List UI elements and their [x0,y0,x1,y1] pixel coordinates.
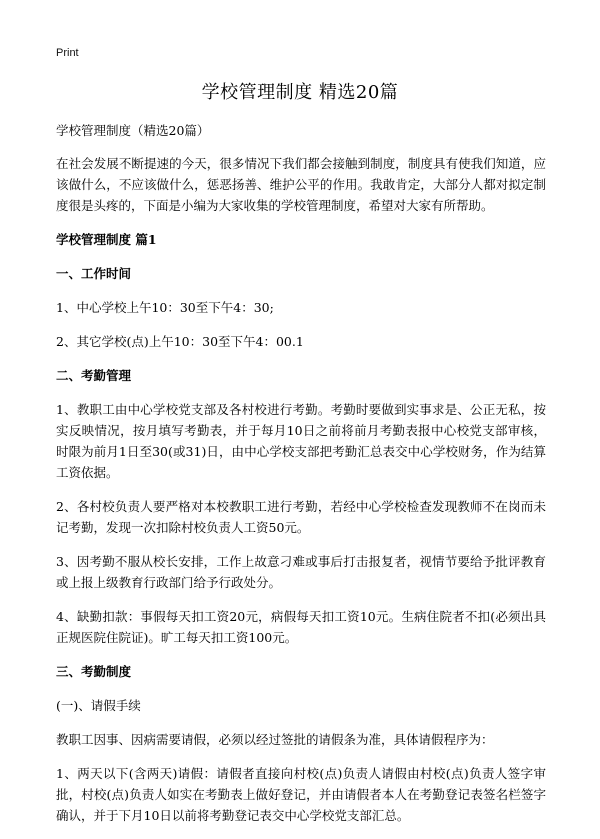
paragraph-leave-procedure-1: 1、两天以下(含两天)请假：请假者直接向村校(点)负责人请假由村校(点)负责人签字审批，村校(点)负责人如实在考勤表上做好登记，并由请假者本人在考勤登记表签名栏签字确认，并于下月10日以前将考勤登记表交中心学校党支部汇总。 [56,766,546,823]
paragraph-work-time-1: 1、中心学校上午10：30至下午4：30; [56,300,274,315]
paragraph-attendance-4: 4、缺勤扣款：事假每天扣工资20元，病假每天扣工资10元。生病住院者不扣(必须出具正规医院住院证)。旷工每天扣工资100元。 [56,609,546,645]
paragraph-attendance-3: 3、因考勤不服从校长安排，工作上故意刁难或事后打击报复者，视情节要给予批评教育或上报上级教育行政部门给予行政处分。 [56,554,546,590]
paragraph-work-time-2: 2、其它学校(点)上午10：30至下午4：00.1 [56,334,304,349]
document-subtitle: 学校管理制度（精选20篇） [56,123,210,138]
paragraph-attendance-2: 2、各村校负责人要严格对本校教职工进行考勤，若经中心学校检查发现教师不在岗而未记考勤，发现一次扣除村校负责人工资50元。 [56,499,546,535]
document-title: 学校管理制度 精选20篇 [201,82,399,103]
paragraph-leave-procedure-title: (一)、请假手续 [56,698,141,713]
document-body [56,120,546,839]
paragraph-leave-procedure-intro: 教职工因事、因病需要请假，必须以经过签批的请假条为准，具体请假程序为： [56,732,494,747]
print-label: Print [56,47,79,59]
intro-paragraph: 在社会发展不断提速的今天，很多情况下我们都会接触到制度，制度具有使我们知道，应该做什么，不应该做什么，惩恶扬善、维护公平的作用。我敢肯定，大部分人都对拟定制度很是头疼的，下面是小编为大家收集的学校管理制度，希望对大家有所帮助。 [56,156,546,213]
section-title: 学校管理制度 篇1 [56,232,157,247]
paragraph-attendance-1: 1、教职工由中心学校党支部及各村校进行考勤。考勤时要做到实事求是、公正无私，按实反映情况，按月填写考勤表，并于每月10日之前将前月考勤表报中心校党支部审核，时限为前月1日至30(或31)日，由中心学校支部把考勤汇总表交中心学校财务，作为结算工资依据。 [56,402,546,480]
heading-attendance-rules: 三、考勤制度 [56,664,132,679]
heading-work-time: 一、工作时间 [56,266,132,281]
heading-attendance-management: 二、考勤管理 [56,368,132,383]
